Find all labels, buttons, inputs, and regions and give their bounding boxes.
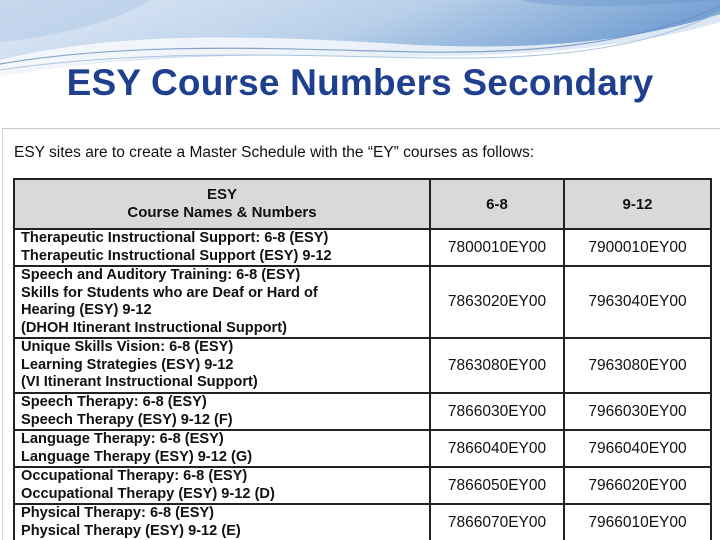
header-course-names-label: Course Names & Numbers: [127, 204, 317, 221]
course-number-9-12: 7966020EY00: [564, 467, 711, 504]
table-row: [14, 338, 711, 393]
course-name-line: (DHOH Itinerant Instructional Support): [21, 319, 287, 336]
course-number-6-8: 7866040EY00: [430, 430, 564, 467]
course-name-line: Physical Therapy (ESY) 9-12 (E): [21, 522, 241, 539]
course-name-line: Unique Skills Vision: 6-8 (ESY): [21, 339, 234, 356]
header-grade-9-12: 9-12: [564, 179, 711, 229]
course-name-cell: [14, 430, 430, 467]
header-grade-6-8: 6-8: [430, 179, 564, 229]
course-name-line: Speech Therapy: 6-8 (ESY): [21, 394, 207, 410]
course-name-cell: [14, 229, 430, 266]
course-name-line: Speech and Auditory Training: 6-8 (ESY): [21, 267, 301, 283]
course-number-9-12: 7900010EY00: [564, 229, 711, 266]
table-row: [14, 229, 711, 266]
course-name-line: Learning Strategies (ESY) 9-12: [21, 356, 234, 373]
intro-text: ESY sites are to create a Master Schedule with the “EY” courses as follows:: [14, 144, 535, 161]
course-number-6-8: 7863020EY00: [430, 266, 564, 338]
course-name-line: Physical Therapy: 6-8 (ESY): [21, 505, 215, 521]
course-name-cell: [14, 266, 430, 338]
header-course-names: [14, 179, 430, 229]
table-row: [14, 504, 711, 540]
course-name-cell: [14, 504, 430, 540]
course-name-line: Occupational Therapy (ESY) 9-12 (D): [21, 485, 275, 502]
table-row: [14, 393, 711, 430]
course-number-9-12: 7966040EY00: [564, 430, 711, 467]
course-number-9-12: 7963080EY00: [564, 338, 711, 393]
course-name-line: Speech Therapy (ESY) 9-12 (F): [21, 411, 233, 428]
course-name-line: Therapeutic Instructional Support: 6-8 (ESY): [21, 230, 329, 246]
course-name-line: Hearing (ESY) 9-12: [21, 302, 152, 318]
course-name-line: Language Therapy (ESY) 9-12 (G): [21, 448, 253, 465]
course-number-6-8: 7866050EY00: [430, 467, 564, 504]
course-number-table: [13, 178, 712, 540]
document-excerpt: [2, 128, 720, 540]
course-name-cell: [14, 338, 430, 393]
course-number-6-8: 7866030EY00: [430, 393, 564, 430]
course-name-cell: [14, 393, 430, 430]
table-row: [14, 467, 711, 504]
course-name-line: (VI Itinerant Instructional Support): [21, 374, 258, 391]
course-number-6-8: 7866070EY00: [430, 504, 564, 540]
course-name-line: Skills for Students who are Deaf or Hard of: [21, 284, 318, 301]
course-number-6-8: 7863080EY00: [430, 338, 564, 393]
table-header-row: [14, 179, 711, 229]
course-name-line: Language Therapy: 6-8 (ESY): [21, 431, 224, 447]
table-row: [14, 430, 711, 467]
course-name-cell: [14, 467, 430, 504]
course-name-line: Occupational Therapy: 6-8 (ESY): [21, 468, 248, 484]
course-number-9-12: 7966030EY00: [564, 393, 711, 430]
course-name-line: Therapeutic Instructional Support (ESY) 9-12: [21, 247, 332, 264]
course-number-6-8: 7800010EY00: [430, 229, 564, 266]
slide-title: ESY Course Numbers Secondary: [66, 62, 654, 103]
course-number-9-12: 7963040EY00: [564, 266, 711, 338]
header-esy-label: ESY: [206, 186, 237, 203]
table-row: [14, 266, 711, 338]
course-number-9-12: 7966010EY00: [564, 504, 711, 540]
